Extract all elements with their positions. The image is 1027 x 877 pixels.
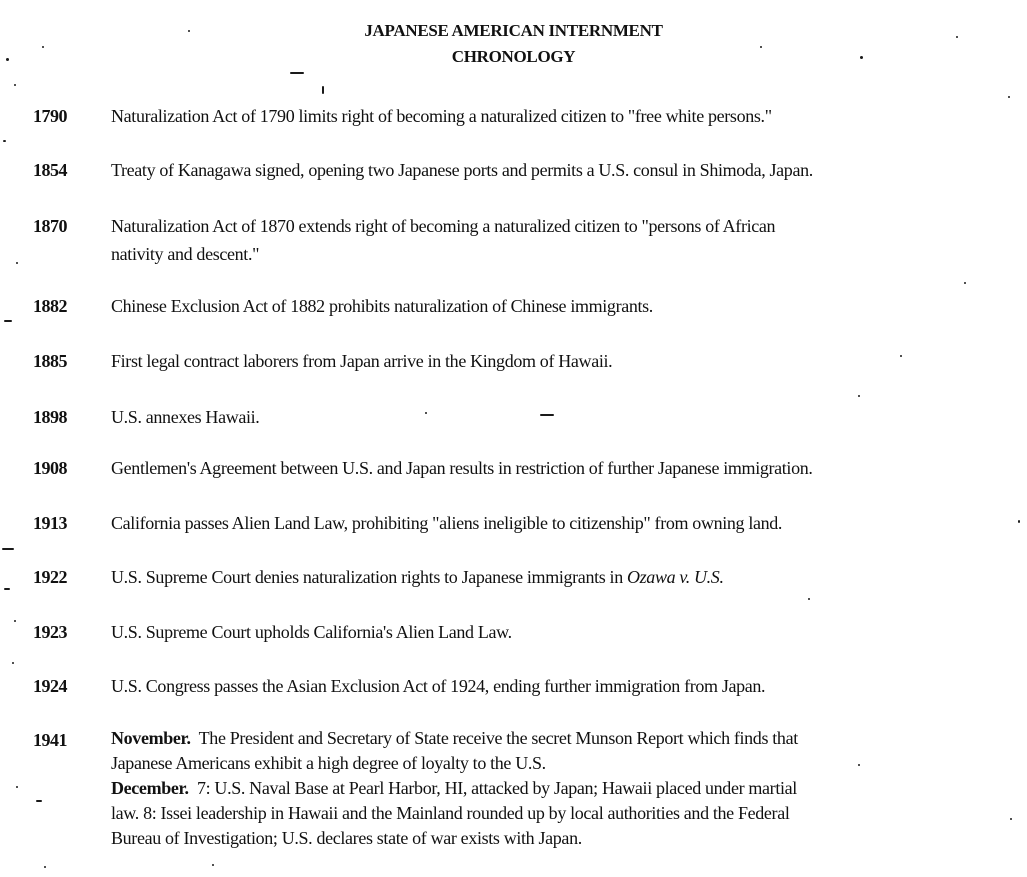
speck bbox=[212, 864, 214, 866]
speck bbox=[964, 282, 966, 284]
entry-year: 1870 bbox=[33, 216, 67, 236]
entry-text bbox=[111, 102, 1011, 130]
case-name: Ozawa v. U.S. bbox=[627, 567, 724, 587]
speck bbox=[14, 84, 16, 86]
speck bbox=[858, 764, 860, 766]
speck bbox=[425, 412, 427, 414]
entry-year: 1790 bbox=[33, 106, 67, 126]
entry-text-line: Treaty of Kanagawa signed, opening two Japanese ports and permits a U.S. consul in Shimoda, Japan. bbox=[111, 160, 813, 180]
speck bbox=[4, 588, 10, 590]
speck bbox=[900, 355, 902, 357]
entry-year: 1898 bbox=[33, 407, 67, 427]
entry-text-line bbox=[111, 776, 1011, 801]
speck bbox=[16, 786, 18, 788]
entry-text bbox=[111, 563, 1011, 591]
speck bbox=[540, 414, 554, 416]
speck bbox=[16, 262, 18, 264]
entry-text-line: Bureau of Investigation; U.S. declares state of war exists with Japan. bbox=[111, 828, 582, 848]
entry-text-line bbox=[111, 726, 1011, 751]
entry-text-line: U.S. Supreme Court upholds California's Alien Land Law. bbox=[111, 622, 512, 642]
entry-text bbox=[111, 618, 1011, 646]
speck bbox=[1010, 818, 1012, 820]
entry-text-line: law. 8: Issei leadership in Hawaii and the Mainland rounded up by local authorities and the Federal bbox=[111, 803, 790, 823]
entry-text-line: First legal contract laborers from Japan arrive in the Kingdom of Hawaii. bbox=[111, 351, 613, 371]
entry-text bbox=[111, 292, 1011, 320]
speck bbox=[3, 140, 6, 142]
speck bbox=[12, 662, 14, 664]
entry-year: 1923 bbox=[33, 622, 67, 642]
speck bbox=[290, 72, 304, 74]
entry-year: 1885 bbox=[33, 351, 67, 371]
month-label-november: November. bbox=[111, 728, 191, 748]
speck bbox=[2, 548, 14, 550]
document-title: JAPANESE AMERICAN INTERNMENT bbox=[364, 21, 663, 40]
speck bbox=[42, 46, 44, 48]
entry-text bbox=[111, 509, 1011, 537]
entry-year: 1922 bbox=[33, 567, 67, 587]
entry-year: 1924 bbox=[33, 676, 67, 696]
speck bbox=[6, 58, 9, 61]
entry-text bbox=[111, 212, 1011, 268]
entry-text-segment: The President and Secretary of State receive the secret Munson Report which finds that bbox=[198, 728, 798, 748]
speck bbox=[760, 46, 762, 48]
speck bbox=[36, 800, 42, 802]
speck bbox=[1018, 520, 1020, 523]
entry-text-segment: 7: U.S. Naval Base at Pearl Harbor, HI, attacked by Japan; Hawaii placed under martial bbox=[196, 778, 797, 798]
speck bbox=[808, 598, 810, 600]
speck bbox=[956, 36, 958, 38]
speck bbox=[858, 395, 860, 397]
document-subtitle: CHRONOLOGY bbox=[451, 47, 576, 66]
entry-text bbox=[111, 726, 1011, 851]
entry-text-line: Japanese Americans exhibit a high degree of loyalty to the U.S. bbox=[111, 753, 546, 773]
entry-year: 1854 bbox=[33, 160, 67, 180]
entry-year: 1913 bbox=[33, 513, 67, 533]
entry-year: 1908 bbox=[33, 458, 67, 478]
entry-text-line: U.S. annexes Hawaii. bbox=[111, 407, 260, 427]
entry-text-line: U.S. Congress passes the Asian Exclusion Act of 1924, ending further immigration from Japan. bbox=[111, 676, 766, 696]
entry-text-line: Naturalization Act of 1870 extends right of becoming a naturalized citizen to "persons of African bbox=[111, 216, 776, 236]
entry-text bbox=[111, 454, 1011, 482]
entry-text-line bbox=[111, 563, 1011, 591]
entry-year: 1882 bbox=[33, 296, 67, 316]
entry-text-line: Chinese Exclusion Act of 1882 prohibits naturalization of Chinese immigrants. bbox=[111, 296, 653, 316]
speck bbox=[322, 86, 324, 94]
entry-text-prefix: U.S. Supreme Court denies naturalization rights to Japanese immigrants in bbox=[111, 567, 627, 587]
speck bbox=[4, 320, 12, 322]
entry-text-line: Naturalization Act of 1790 limits right of becoming a naturalized citizen to "free white persons." bbox=[111, 106, 772, 126]
entry-text-line: California passes Alien Land Law, prohibiting "aliens ineligible to citizenship" from owning land. bbox=[111, 513, 783, 533]
entry-text bbox=[111, 347, 1011, 375]
speck bbox=[1008, 96, 1010, 98]
entry-text bbox=[111, 156, 1011, 184]
speck bbox=[44, 866, 46, 868]
speck bbox=[188, 30, 190, 32]
entry-text bbox=[111, 672, 1011, 700]
entry-year: 1941 bbox=[33, 730, 67, 750]
speck bbox=[860, 56, 863, 59]
speck bbox=[14, 620, 16, 622]
month-label-december: December. bbox=[111, 778, 189, 798]
entry-text bbox=[111, 403, 1011, 431]
entry-text-line: Gentlemen's Agreement between U.S. and Japan results in restriction of further Japanese immigration. bbox=[111, 458, 813, 478]
entry-text-line: nativity and descent." bbox=[111, 244, 260, 264]
